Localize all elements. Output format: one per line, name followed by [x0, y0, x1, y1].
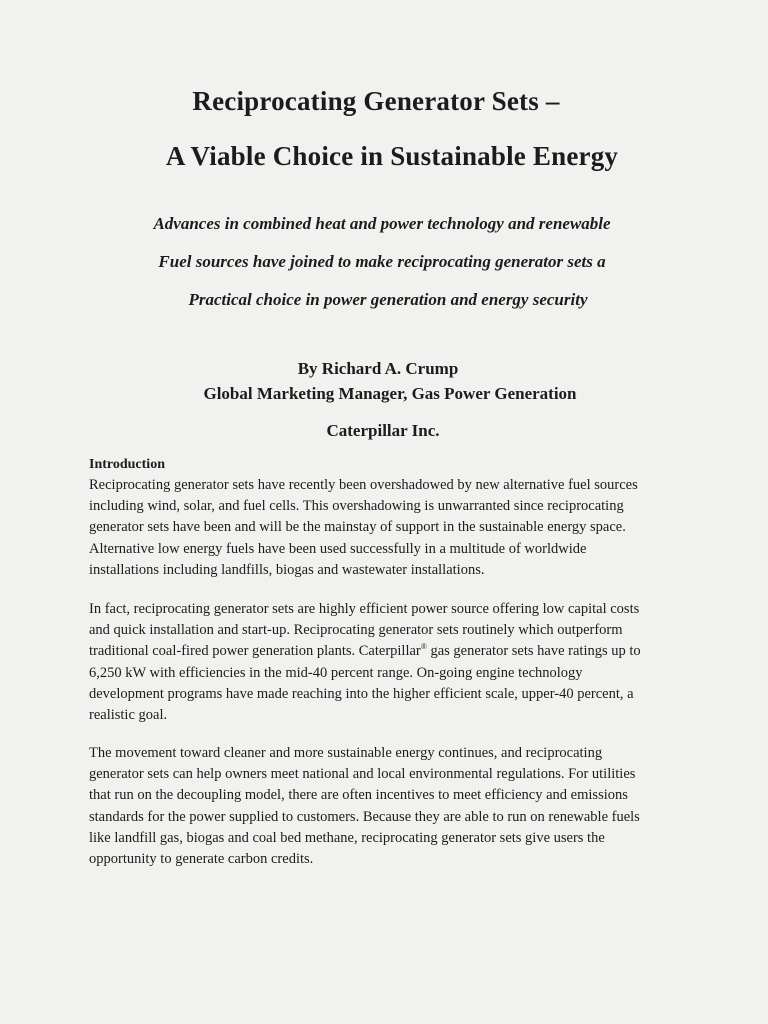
paragraph-line: Reciprocating generator sets have recently been overshadowed by new alternative fuel sources — [89, 477, 638, 493]
author-byline: By Richard A. Crump — [297, 359, 459, 378]
paragraph-line: opportunity to generate carbon credits. — [89, 851, 314, 868]
paragraph-text: gas generator sets have ratings up to — [426, 643, 641, 660]
document-title-line-2: A Viable Choice in Sustainable Energy — [165, 141, 619, 171]
paragraph-line: standards for the power supplied to customers. Because they are able to run on renewable fuels — [89, 808, 640, 825]
paragraph-line: that run on the decoupling model, there are often incentives to meet efficiency and emissions — [89, 787, 628, 804]
paragraph-line: realistic goal. — [89, 707, 168, 724]
paragraph-1 — [89, 475, 689, 581]
paragraph-line: and quick installation and start-up. Reciprocating generator sets routinely which outperform — [89, 622, 623, 639]
paragraph-line: The movement toward cleaner and more sustainable energy continues, and reciprocating — [89, 745, 603, 761]
author-company: Caterpillar Inc. — [326, 421, 440, 440]
subtitle-line-1: Advances in combined heat and power technology and renewable — [153, 214, 611, 233]
paragraph-2 — [89, 599, 689, 726]
paragraph-3 — [89, 743, 689, 870]
paragraph-line: In fact, reciprocating generator sets are highly efficient power source offering low capital costs — [89, 601, 640, 617]
paragraph-line: like landfill gas, biogas and coal bed methane, reciprocating generator sets give users the — [89, 829, 605, 846]
section-heading-introduction: Introduction — [89, 457, 165, 472]
paragraph-line — [89, 641, 689, 662]
document-title-line-1: Reciprocating Generator Sets – — [192, 86, 560, 116]
paragraph-line: installations including landfills, biogas and wastewater installations. — [89, 561, 485, 578]
paragraph-line: Alternative low energy fuels have been used successfully in a multitude of worldwide — [89, 540, 587, 557]
paragraph-line: development programs have made reaching into the higher efficient scale, upper-40 percent, a — [89, 685, 634, 702]
subtitle-line-2: Fuel sources have joined to make reciprocating generator sets a — [158, 252, 606, 271]
paragraph-text: traditional coal-fired power generation plants. Caterpillar — [89, 643, 421, 660]
subtitle-line-3: Practical choice in power generation and energy security — [188, 290, 588, 309]
paragraph-line: generator sets can help owners meet national and local environmental regulations. For utilities — [89, 766, 636, 783]
paragraph-line: 6,250 kW with efficiencies in the mid-40 percent range. On-going engine technology — [89, 664, 583, 681]
paragraph-line: generator sets have been and will be the mainstay of support in the sustainable energy space. — [89, 519, 626, 536]
author-role: Global Marketing Manager, Gas Power Generation — [203, 384, 577, 403]
paragraph-line: including wind, solar, and fuel cells. This overshadowing is unwarranted since reciprocating — [89, 498, 624, 515]
registered-mark: ® — [420, 642, 427, 652]
